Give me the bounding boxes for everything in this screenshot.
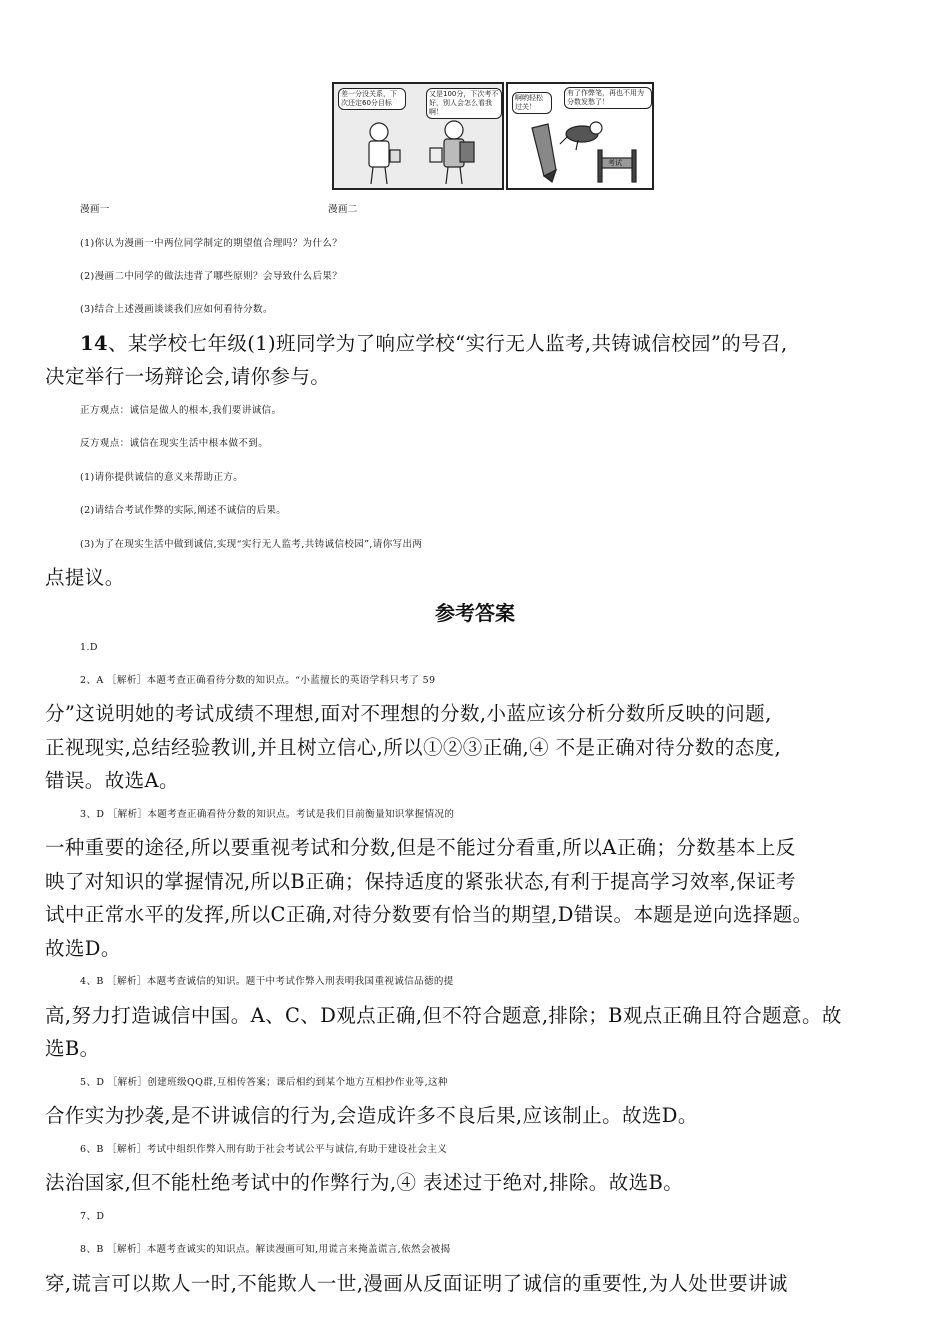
q14-sub1: (1)请你提供诚信的意义来帮助正方。 (80, 472, 244, 483)
q14-intro-text: 、某学校七年级(1)班同学为了响应学校“实行无人监考,共铸诚信校园”的号召, (107, 332, 788, 355)
q13-sub1: (1)你认为漫画一中两位同学制定的期望值合理吗？为什么？ (80, 238, 343, 249)
answer-3-line4: 试中正常水平的发挥,所以C正确,对待分数要有恰当的期望,D错误。本题是逆向选择题。 (45, 903, 813, 926)
answer-3-line1: 3、D ［解析］本题考查正确看待分数的知识点。考试是我们目前衡量知识掌握情况的 (80, 809, 455, 820)
answer-5-line1: 5、D ［解析］创建班级QQ群,互相传答案；课后相约到某个地方互相抄作业等,这种 (80, 1077, 448, 1088)
answer-6-line2: 法治国家,但不能杜绝考试中的作弊行为,④ 表述过于绝对,排除。故选B。 (45, 1171, 684, 1194)
answer-3-line5: 故选D。 (45, 937, 121, 960)
comic-one-bubble-right: 又是100分，下次考不好，别人会怎么看我啊！ (426, 88, 502, 119)
answer-8-line1: 8、B ［解析］本题考查诚实的知识点。解读漫画可知,用谎言来掩盖谎言,依然会被揭 (80, 1244, 451, 1255)
comic-one-caption: 漫画一 (80, 204, 110, 215)
q14-intro-line1 (80, 332, 910, 356)
comic-two-bubble-left: 啊哟轻松过关！ (512, 92, 552, 114)
answer-1: 1.D (80, 642, 98, 653)
q14-sub3-line2: 点提议。 (45, 566, 125, 589)
answer-2-line3: 正视现实,总结经验教训,并且树立信心,所以①②③正确,④ 不是正确对待分数的态度, (45, 736, 782, 759)
answer-3-line3: 映了对知识的掌握情况,所以B正确；保持适度的紧张状态,有利于提高学习效率,保证考 (45, 870, 796, 893)
q13-sub3: (3)结合上述漫画谈谈我们应如何看待分数。 (80, 304, 273, 315)
answers-title: 参考答案 (435, 601, 515, 625)
comic-two-caption: 漫画二 (328, 204, 358, 215)
answer-8-line2: 穿,谎言可以欺人一时,不能欺人一世,漫画从反面证明了诚信的重要性,为人处世要讲诚 (45, 1272, 788, 1295)
answer-2-line4: 错误。故选A。 (45, 769, 179, 792)
q14-number: 14 (80, 332, 108, 355)
answer-4-line3: 选B。 (45, 1037, 100, 1060)
answer-5-line2: 合作实为抄袭,是不讲诚信的行为,会造成许多不良后果,应该制止。故选D。 (45, 1104, 698, 1127)
comic-two (506, 82, 654, 190)
answer-4-line1: 4、B ［解析］本题考查诚信的知识。题干中考试作弊入刑表明我国重视诚信品德的提 (80, 976, 454, 987)
comic-one-bubble-left: 差一分没关系，下次还定60分目标 (338, 88, 406, 110)
answer-6-line1: 6、B ［解析］考试中组织作弊入刑有助于社会考试公平与诚信,有助于建设社会主义 (80, 1144, 448, 1155)
answer-3-line2: 一种重要的途径,所以要重视考试和分数,但是不能过分看重,所以A正确；分数基本上反 (45, 836, 796, 859)
comic-one (332, 82, 504, 190)
q14-sub2: (2)请结合考试作弊的实际,阐述不诚信的后果。 (80, 505, 287, 516)
comics-figure (332, 82, 652, 188)
comic-one-students-drawing (334, 84, 502, 188)
comic-two-cheat-pen-drawing (508, 84, 652, 188)
q14-intro-line2: 决定举行一场辩论会,请你参与。 (45, 365, 331, 388)
answer-2-line2: 分”这说明她的考试成绩不理想,面对不理想的分数,小蓝应该分析分数所反映的问题, (45, 702, 772, 725)
q14-sub3-line1: (3)为了在现实生活中做到诚信,实现“实行无人监考,共铸诚信校园”,请你写出两 (80, 539, 423, 550)
answer-4-line2: 高,努力打造诚信中国。A、C、D观点正确,但不符合题意,排除；B观点正确且符合题意。故 (45, 1004, 842, 1027)
q14-con-view: 反方观点：诚信在现实生活中根本做不到。 (80, 438, 269, 449)
comic-two-sign: 考试 (608, 159, 622, 167)
q14-pro-view: 正方观点：诚信是做人的根本,我们要讲诚信。 (80, 405, 282, 416)
answer-2-line1: 2、A ［解析］本题考查正确看待分数的知识点。“小蓝擅长的英语学科只考了 59 (80, 675, 436, 686)
q13-sub2: (2)漫画二中同学的做法违背了哪些原则？会导致什么后果？ (80, 271, 343, 282)
answer-7: 7、D (80, 1211, 105, 1222)
comic-two-bubble-right: 有了作弊笔，再也不用为分数发愁了！ (564, 87, 652, 109)
